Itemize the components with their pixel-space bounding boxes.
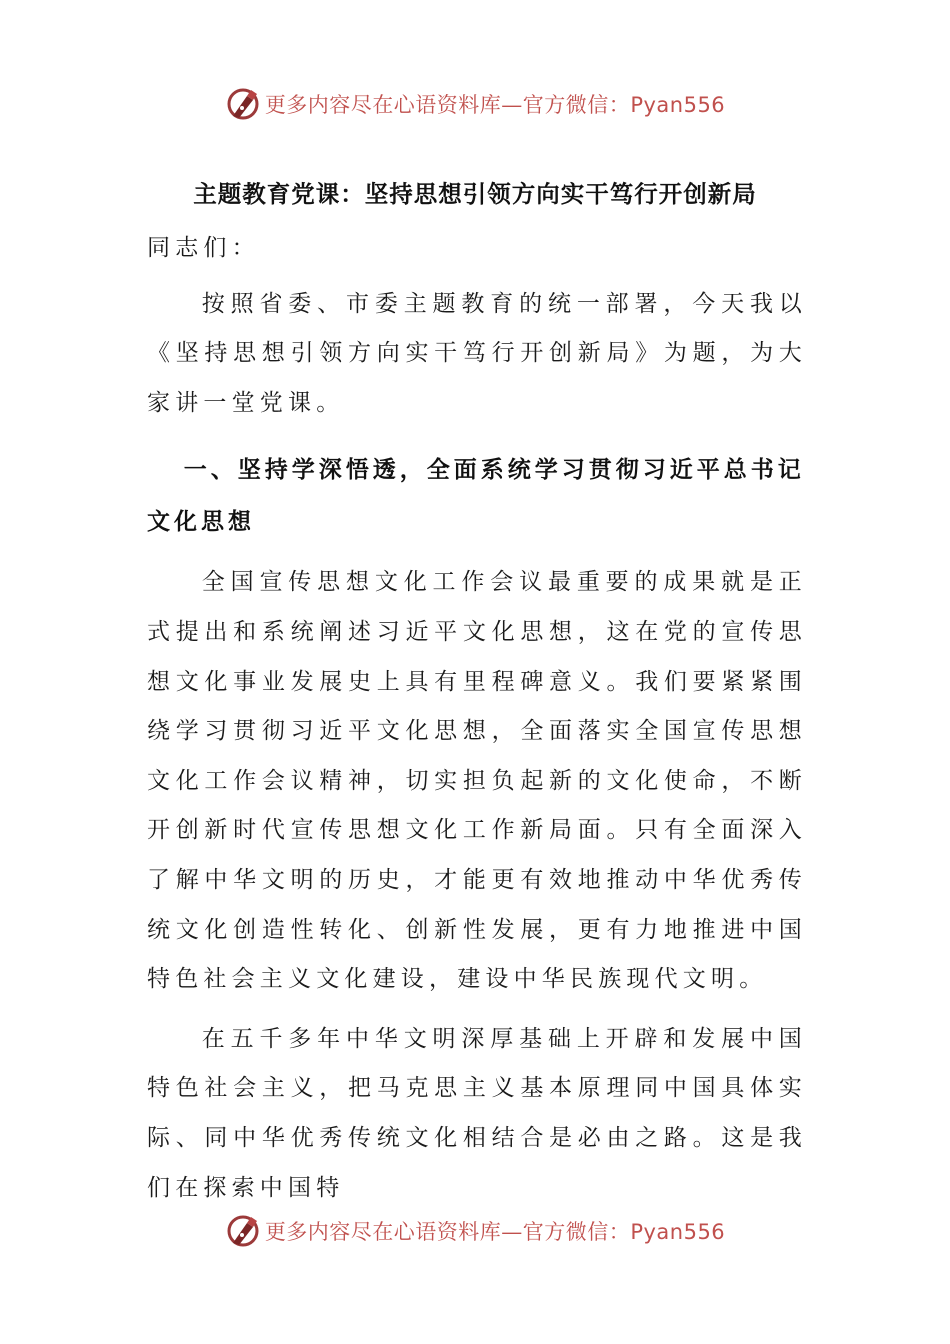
section-heading-1: 一、坚持学深悟透，全面系统学习贯彻习近平总书记文化思想 [147, 457, 805, 536]
wechat-id: Pyan556 [630, 1220, 726, 1244]
watermark-text: 更多内容尽在心语资料库—官方微信：Pyan556 [264, 1220, 726, 1244]
pen-nib-logo-icon [225, 1213, 261, 1249]
salutation: 同志们： [147, 235, 260, 261]
watermark-banner-top [0, 84, 950, 124]
watermark-text: 更多内容尽在心语资料库—官方微信：Pyan556 [264, 93, 726, 117]
body-paragraph-2: 在五千多年中华文明深厚基础上开辟和发展中国特色社会主义，把马克思主义基本原理同中国具体实际、同中华优秀传统文化相结合是必由之路。这是我们在探索中国特 [147, 1025, 807, 1201]
watermark-banner-bottom [0, 1211, 950, 1251]
wechat-id: Pyan556 [630, 93, 726, 117]
document-title: 主题教育党课：坚持思想引领方向实干笃行开创新局 [193, 180, 757, 208]
body-paragraph-1: 全国宣传思想文化工作会议最重要的成果就是正式提出和系统阐述习近平文化思想，这在党的宣传思想文化事业发展史上具有里程碑意义。我们要紧紧围绕学习贯彻习近平文化思想，全面落实全国宣传思想文化工作会议精神，切实担负起新的文化使命，不断开创新时代宣传思想文化工作新局面。只有全面深入了解中华文明的历史，才能更有效地推动中华优秀传统文化创造性转化、创新性发展，更有力地推进中国特色社会主义文化建设，建设中华民族现代文明。 [147, 569, 807, 993]
intro-paragraph: 按照省委、市委主题教育的统一部署，今天我以《坚持思想引领方向实干笃行开创新局》为题，为大家讲一堂党课。 [147, 290, 807, 416]
document-body [147, 168, 807, 1213]
pen-nib-logo-icon [225, 86, 261, 122]
